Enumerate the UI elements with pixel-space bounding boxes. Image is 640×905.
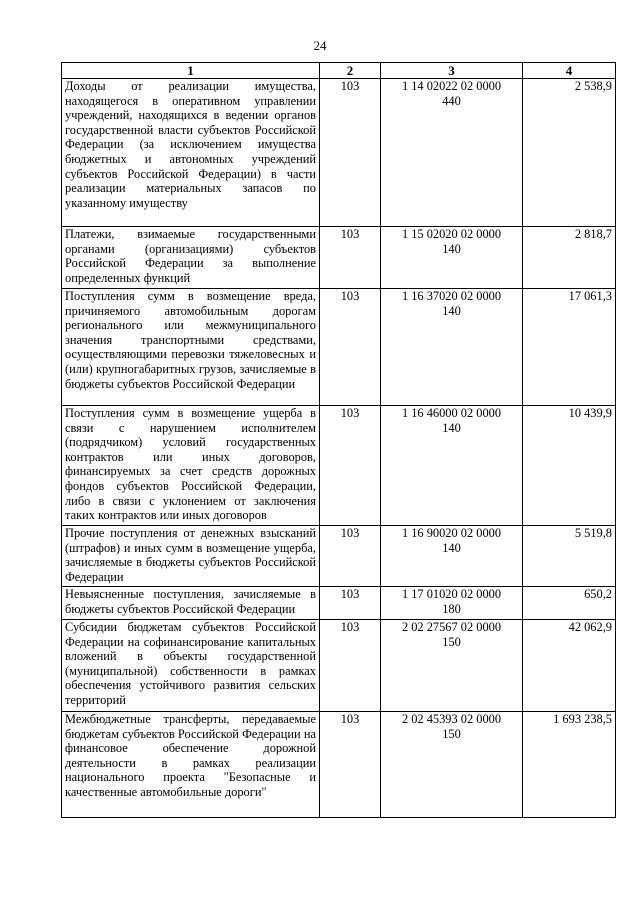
table-row	[62, 712, 616, 818]
row-budget-code	[381, 79, 523, 227]
row-admin-code: 103	[320, 289, 381, 406]
row-amount: 1 693 238,5	[523, 712, 616, 818]
row-admin-code: 103	[320, 526, 381, 587]
budget-code-main: 1 16 46000 02 0000	[401, 406, 502, 420]
row-admin-code: 103	[320, 406, 381, 526]
table-row	[62, 227, 616, 289]
row-amount: 17 061,3	[523, 289, 616, 406]
row-amount: 2 818,7	[523, 227, 616, 289]
row-budget-code	[381, 587, 523, 620]
row-budget-code	[381, 620, 523, 712]
budget-code-main: 1 17 01020 02 0000	[401, 587, 502, 601]
table-header-row	[62, 63, 616, 79]
row-budget-code	[381, 406, 523, 526]
row-admin-code: 103	[320, 79, 381, 227]
budget-code-suffix: 150	[442, 726, 461, 741]
table-row	[62, 289, 616, 406]
row-description: Доходы от реализации имущества, находящегося в оперативном управлении учреждений, находящихся в ведении органов государственной власти субъектов Российской Федерации (за исключением имущества бюджетных и автономных учреждений субъектов Российской Федерации) в части реализации материальных запасов по указанному имуществу	[62, 79, 320, 227]
row-description: Поступления сумм в возмещение вреда, причиняемого автомобильным дорогам регионального или межмуниципального значения транспортными средствами, осуществляющими перевозки тяжеловесных и (или) крупногабаритных грузов, зачисляемые в бюджеты субъектов Российской Федерации	[62, 289, 320, 406]
budget-code-main: 2 02 27567 02 0000	[401, 620, 502, 634]
budget-code-main: 2 02 45393 02 0000	[401, 712, 502, 726]
table-row	[62, 406, 616, 526]
row-amount: 5 519,8	[523, 526, 616, 587]
budget-code-suffix: 140	[442, 303, 461, 318]
row-amount: 650,2	[523, 587, 616, 620]
row-amount: 2 538,9	[523, 79, 616, 227]
budget-code-main: 1 16 90020 02 0000	[401, 526, 502, 540]
budget-code-suffix: 440	[442, 93, 461, 108]
budget-code-suffix: 180	[442, 601, 461, 616]
budget-code-main: 1 15 02020 02 0000	[401, 227, 502, 241]
budget-code-main: 1 16 37020 02 0000	[401, 289, 502, 303]
header-col-2: 2	[320, 63, 381, 79]
row-admin-code: 103	[320, 620, 381, 712]
budget-code-suffix: 150	[442, 634, 461, 649]
row-admin-code: 103	[320, 227, 381, 289]
row-budget-code	[381, 712, 523, 818]
header-col-3: 3	[381, 63, 523, 79]
table-row	[62, 620, 616, 712]
header-col-4: 4	[523, 63, 616, 79]
row-budget-code	[381, 289, 523, 406]
row-amount: 42 062,9	[523, 620, 616, 712]
row-amount: 10 439,9	[523, 406, 616, 526]
row-description: Прочие поступления от денежных взысканий (штрафов) и иных сумм в возмещение ущерба, зачисляемые в бюджеты субъектов Российской Федерации	[62, 526, 320, 587]
row-description: Платежи, взимаемые государственными органами (организациями) субъектов Российской Федерации за выполнение определенных функций	[62, 227, 320, 289]
row-description: Поступления сумм в возмещение ущерба в связи с нарушением исполнителем (подрядчиком) условий государственных контрактов или иных договоров, финансируемых за счет средств дорожных фондов субъектов Российской Федерации, либо в связи с уклонением от заключения таких контрактов или иных договоров	[62, 406, 320, 526]
budget-code-suffix: 140	[442, 241, 461, 256]
row-admin-code: 103	[320, 712, 381, 818]
table-row	[62, 79, 616, 227]
table-row	[62, 526, 616, 587]
row-admin-code: 103	[320, 587, 381, 620]
page-number: 24	[313, 38, 327, 53]
header-col-1: 1	[62, 63, 320, 79]
table-row	[62, 587, 616, 620]
revenue-table	[61, 62, 616, 818]
row-description: Межбюджетные трансферты, передаваемые бюджетам субъектов Российской Федерации на финансовое обеспечение дорожной деятельности в рамках реализации национального проекта "Безопасные и качественные автомобильные дороги"	[62, 712, 320, 818]
row-description: Субсидии бюджетам субъектов Российской Федерации на софинансирование капитальных вложений в объекты государственной (муниципальной) собственности в рамках обеспечения устойчивого развития сельских территорий	[62, 620, 320, 712]
budget-code-suffix: 140	[442, 540, 461, 555]
row-budget-code	[381, 227, 523, 289]
row-budget-code	[381, 526, 523, 587]
budget-code-main: 1 14 02022 02 0000	[401, 79, 502, 93]
row-description: Невыясненные поступления, зачисляемые в бюджеты субъектов Российской Федерации	[62, 587, 320, 620]
budget-code-suffix: 140	[442, 420, 461, 435]
